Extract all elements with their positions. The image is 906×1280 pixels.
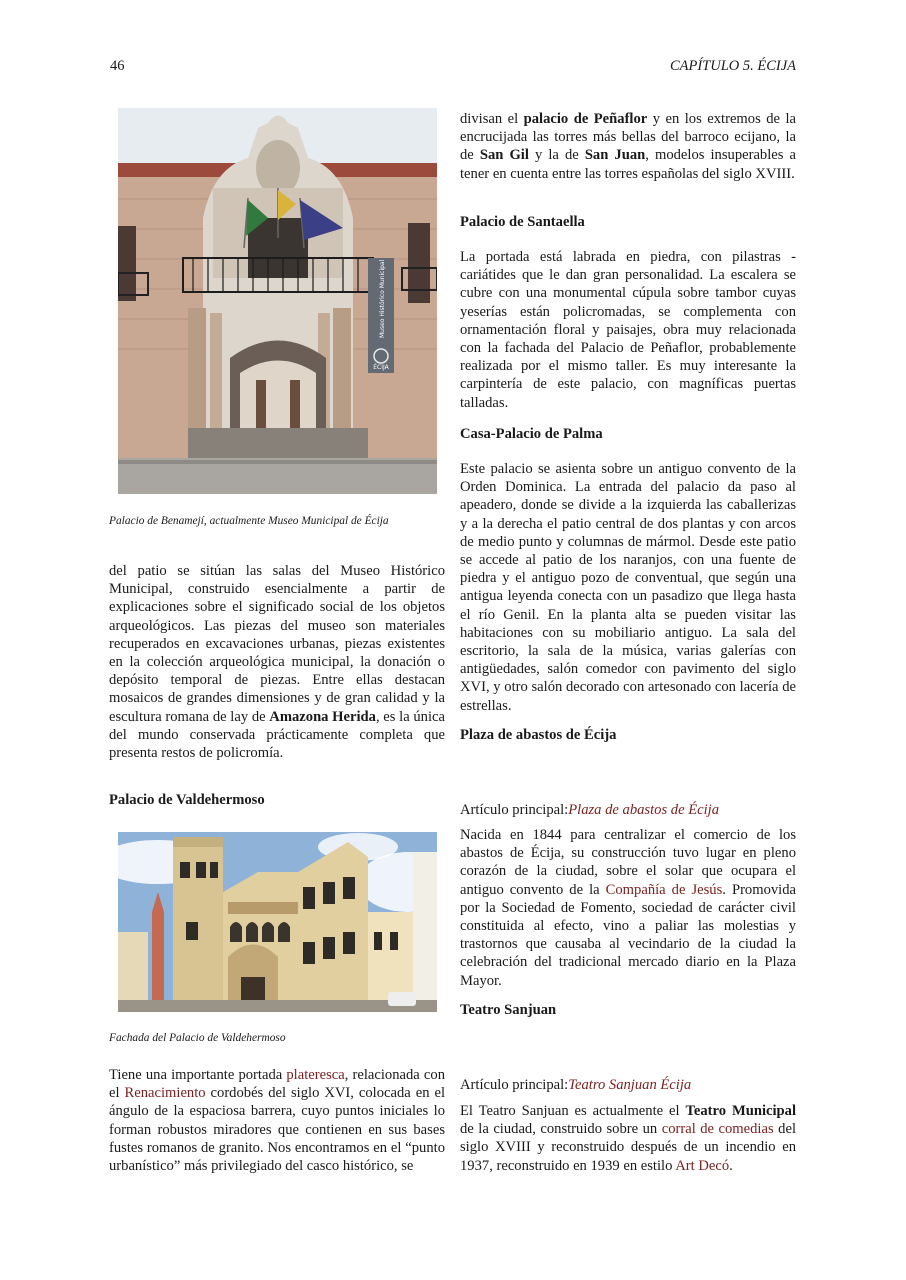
running-header: CAPÍTULO 5. ÉCIJA — [669, 58, 796, 74]
plateresca-link[interactable]: plateresca — [286, 1067, 345, 1083]
teatro-paragraph: El Teatro Sanjuan es actualmente el Teatro Municipal de la ciudad, construido sobre un corral de comedias del siglo XVIII y reconstruido después de un incendio en 1937, reconstruido en 1939 en estilo Art Decó. — [460, 1103, 797, 1174]
santaella-paragraph: La portada está labrada en piedra, con pilastras - cariátides que le dan gran personalidad. La escalera se cubre con una monumental cúpula sobre tambor cuyas yeserías están policromadas, se complementa con ornamentación floral y paisajes, obra muy relacionada con la fachada del Palacio de Peñaflor, probablemente realizada por el mismo taller. Es muy interesante la carpintería de este palacio, con magníficas puertas talladas. — [460, 249, 796, 411]
valdehermoso-paragraph-block — [109, 1066, 445, 1175]
benameji-palace-photo — [118, 108, 437, 494]
banner-text: Museo Histórico Municipal — [379, 259, 386, 338]
museo-paragraph: del patio se sitúan las salas del Museo Histórico Municipal, construido esencialmente a partir de explicaciones sobre el significado social de los objetos arqueológicos. Las piezas del museo son materiales recuperados en excavaciones urbanas, piezas existentes en la colección arqueológica municipal, la donación o depósito temporal de piezas. Entre ellas destacan mosaicos de grandes dimensiones y de gran calidad y la escultura romana de lay de Amazona Herida, es la única del mundo conservada prácticamente completa que presenta restos de policromía. — [109, 563, 445, 762]
teatro-main-link[interactable]: Teatro Sanjuan Écija — [568, 1077, 692, 1093]
corral-comedias-link[interactable]: corral de comedias — [661, 1121, 774, 1138]
palma-heading: Casa-Palacio de Palma — [460, 426, 603, 442]
santaella-heading: Palacio de Santaella — [460, 214, 585, 230]
palma-paragraph-block — [460, 460, 796, 715]
abastos-heading: Plaza de abastos de Écija — [460, 727, 617, 743]
valdehermoso-paragraph: Tiene una importante portada plateresca, relacionada con el Renacimiento cordobés del siglo XVI, colocada en el ángulo de la espaciosa barrera, cuyo puntos iniciales lo forman robustos miradores que contienen en sus bases fustes romanos de granito. Nos encontramos en el “punto urbanístico” más privilegiado del casco histórico, se — [109, 1067, 445, 1175]
valdehermoso-palace-photo — [118, 832, 437, 1012]
abastos-paragraph: Nacida en 1844 para centralizar el comercio de los abastos de Écija, su construcción tuvo lugar en pleno corazón de la ciudad, sobre el solar que ocupara el antiguo convento de la Compañía de Jesús. Promovida por la Sociedad de Fomento, sociedad de carácter civil constituida al efecto, vino a paliar las molestias y trastornos que causaba al vecindario de la ciudad la celebración del tradicional mercado diario en la Plaza Mayor. — [460, 827, 796, 989]
teatro-heading: Teatro Sanjuan — [460, 1002, 557, 1018]
renacimiento-link[interactable]: Renacimiento — [124, 1085, 206, 1102]
art-deco-link[interactable]: Art Decó — [675, 1157, 730, 1174]
abastos-main-link[interactable]: Plaza de abastos de Écija — [568, 802, 720, 818]
penaflor-paragraph: divisan el palacio de Peñaflor y en los extremos de la encrucijada las torres más bellas del barroco ecijano, la de San Gil y la de San Juan, modelos insuperables a tener en cuenta entre las torres españolas del siglo XVIII. — [460, 111, 796, 182]
benameji-caption: Palacio de Benamejí, actualmente Museo Municipal de Écija — [109, 515, 389, 527]
valdehermoso-caption: Fachada del Palacio de Valdehermoso — [109, 1032, 286, 1044]
penaflor-paragraph-block — [460, 110, 796, 183]
santaella-paragraph-block — [460, 248, 796, 412]
banner-logo-text: ÉCIJA — [373, 364, 389, 371]
palma-paragraph: Este palacio se asienta sobre un antiguo convento de la Orden Dominica. La entrada del palacio da paso al apeadero, donde se divide a la izquierda las caballerizas y a la derecha el patio central de dos plantas y con arcos de medio punto y columnas de mármol. Desde este patio se accede al patio de los naranjos, con una fuente de piedra y el antiguo pozo de conventual, que según una antigua leyenda conecta con un pasadizo que llega hasta el río Genil. En la planta alta se pueden visitar las habitaciones con su mobiliario antiguo. La sala del escritorio, la sala de la música, varias galerías con antigüedades, salón comedor con pavimento del siglo XVI, y otro salón decorado con artesonado con lacería de estrellas. — [460, 461, 796, 714]
compania-jesus-link[interactable]: Compañía de Jesús — [605, 881, 723, 898]
abastos-main-article: Artículo principal:Plaza de abastos de Écija — [460, 802, 720, 818]
teatro-paragraph-block — [460, 1102, 796, 1175]
abastos-paragraph-block — [460, 826, 796, 990]
page-number: 46 — [110, 58, 125, 74]
museo-paragraph-block — [109, 562, 445, 762]
valdehermoso-heading: Palacio de Valdehermoso — [109, 792, 265, 808]
teatro-main-article: Artículo principal:Teatro Sanjuan Écija — [460, 1077, 692, 1093]
